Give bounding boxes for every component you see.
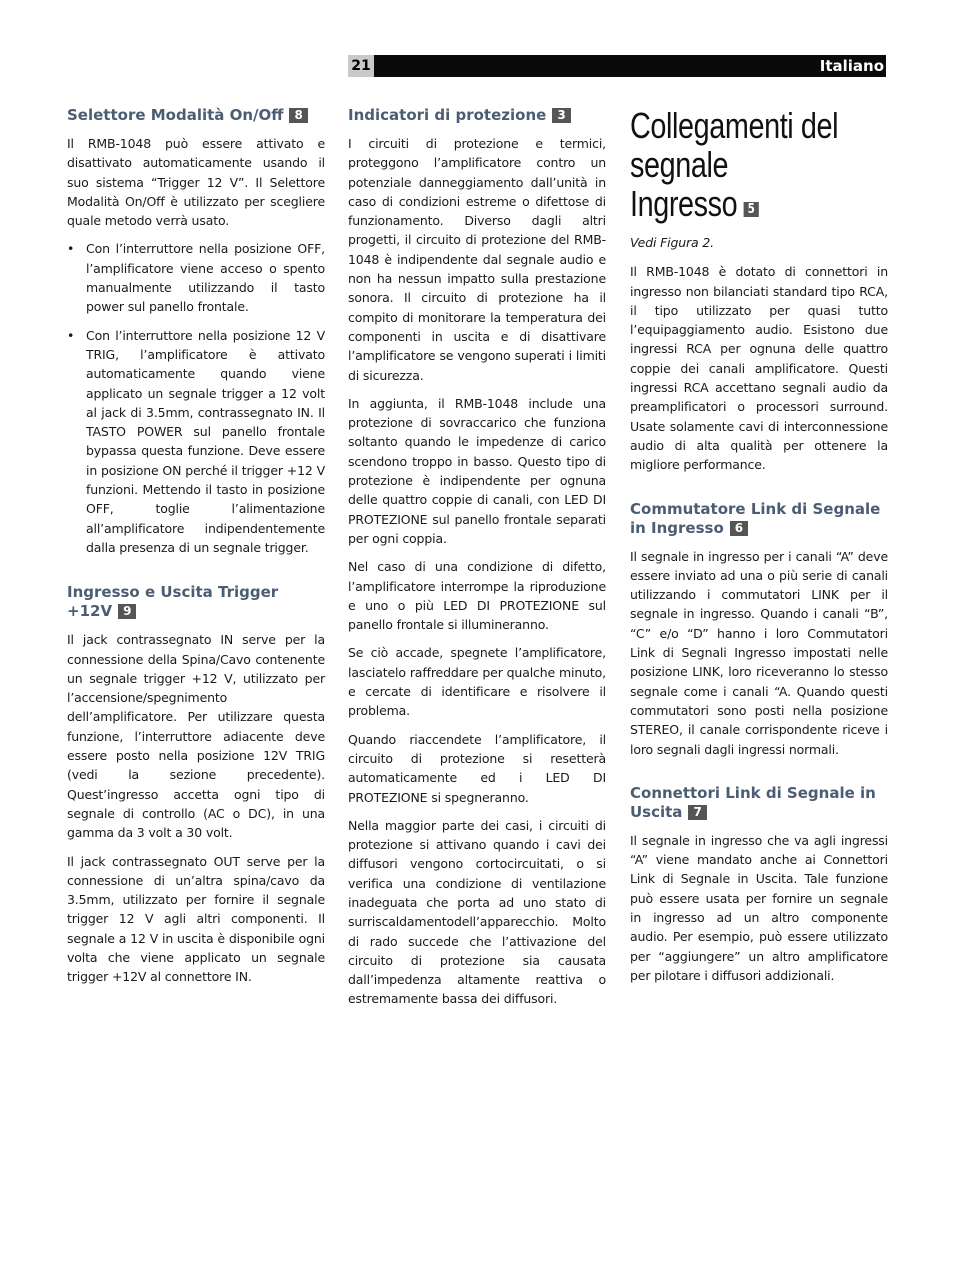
paragraph: Il RMB-1048 è dotato di connettori in ingresso non bilanciati standard tipo RCA, il tipo utilizzato per quasi tutto l’equipaggiamento audio. Esistono due ingressi RCA per ognuna delle quattro coppie dei canali amplificatore. Questi ingressi RCA accettano segnali audio da preamplificatori o processori surround. Usate solamente cavi di interconnessione audio di alta qualità per ottenere la migliore performance. bbox=[630, 264, 888, 473]
paragraph: Nel caso di una condizione di difetto, l’amplificatore interrompe la riproduzione e uno o più LED DI PROTEZIONE sul panello frontale si illumineranno. bbox=[348, 559, 606, 633]
main-heading: Collegamenti del segnale Ingresso 5 bbox=[630, 105, 839, 224]
section-title-output-link: Connettori Link di Segnale in Uscita 7 bbox=[630, 783, 876, 821]
column-middle bbox=[348, 106, 606, 1018]
paragraph: In aggiunta, il RMB-1048 include una protezione di sovraccarico che funziona soltanto quando le impedenze di carico scendono troppo in basso. Questo tipo di protezione è indipendente per ognuna delle quattro coppie di canali, con LED DI PROTEZIONE sul panello frontale separati per ogni coppia. bbox=[348, 395, 606, 546]
ref-badge: 8 bbox=[289, 108, 307, 123]
section-title-mode-selector: Selettore Modalità On/Off 8 bbox=[67, 106, 325, 125]
section-title-input-link: Commutatore Link di Segnale in Ingresso 6 bbox=[630, 499, 881, 537]
paragraph: Il RMB-1048 può essere attivato e disattivato automaticamente usando il suo sistema “Trigger 12 V”. Il Selettore Modalità On/Off è utilizzato per scegliere quale metodo verrà usato. bbox=[67, 136, 325, 229]
bullet-list bbox=[67, 239, 325, 557]
paragraph: Quando riaccendete l’amplificatore, il circuito di protezione si resetterà automaticamente ed i LED DI PROTEZIONE si spegneranno. bbox=[348, 731, 606, 805]
bullet-item: • Con l’interruttore nella posizione 12 V TRIG, l’amplificatore è attivato automaticamente quando viene applicato un segnale trigger a 12 volt al jack di 3.5mm, contrassegnato IN. Il TASTO POWER sul panello frontale bypassa questa funzione. Deve essere in posizione ON perché il trigger +12 V funzioni. Mettendo il tasto in posizione OFF, toglie l’alimentazione all’amplificatore indipendentemente dalla presenza di un segnale trigger. bbox=[67, 326, 325, 558]
section-title-trigger: Ingresso e Uscita Trigger +12V 9 bbox=[67, 583, 279, 621]
paragraph: Il jack contrassegnato OUT serve per la connessione di un’altra spina/cavo da 3.5mm, utilizzato per fornire il segnale trigger 12 V agli altri componenti. Il segnale a 12 V in uscita è disponibile ogni volta che viene applicato un segnale trigger +12V al connettore IN. bbox=[67, 853, 325, 985]
section-title-protection: Indicatori di protezione 3 bbox=[348, 106, 606, 125]
paragraph: Nella maggior parte dei casi, i circuiti di protezione si attivano quando i cavi dei diffusori vengono cortocircuitati, o si verifica una condizione di ventilazione inadeguata che porta ad uno stato di surriscaldamentodell’apparecchio. Molto di rado succede che l’attivazione del circuito di protezione sia causata dall’impedenza altamente reattiva o estremamente bassa dei diffusori. bbox=[348, 817, 606, 1007]
bullet-item: • Con l’interruttore nella posizione OFF, l’amplificatore viene acceso o spento manualmente utilizzando il tasto power sul panello frontale. bbox=[67, 239, 325, 316]
ref-badge: 9 bbox=[118, 604, 136, 619]
column-right bbox=[630, 106, 888, 994]
ref-badge: 5 bbox=[744, 202, 759, 217]
ref-badge: 6 bbox=[730, 521, 748, 536]
paragraph: Il jack contrassegnato IN serve per la connessione della Spina/Cavo contenente un segnale trigger +12 V, utilizzato per l’accensione/spegnimento dell’amplificatore. Per utilizzare questa funzione, l’interruttore adiacente deve essere posto nella posizione 12V TRIG (vedi la sezione precedente). Quest’ingresso accetta ogni tipo di segnale di controllo (AC o DC), in una gamma da 3 volt a 30 volt. bbox=[67, 632, 325, 841]
page-number: 21 bbox=[348, 55, 374, 77]
paragraph: I circuiti di protezione e termici, proteggono l’amplificatore contro un potenziale danneggiamento dall’unità in caso di condizioni estreme o difettose di funzionamento. Diverso dagli altri progetti, il circuito di protezione del RMB-1048 è indipendente dal segnale audio e non ha nessun impatto sulla prestazione sonora. Il circuito di protezione ha il compito di monitorare la temperatura dei componenti in uscita e di disattivare l’amplificatore se vengono superati i limiti di sicurezza. bbox=[348, 136, 606, 383]
ref-badge: 3 bbox=[552, 108, 570, 123]
ref-badge: 7 bbox=[688, 805, 706, 820]
language-label: Italiano bbox=[819, 57, 884, 75]
paragraph: Il segnale in ingresso per i canali “A” deve essere inviato ad una o più serie di canali utilizzando i commutatori LINK per il segnale in ingresso. Quando i canali “B”, “C” e/o “D” hanno i loro Commutatori Link di Segnali Ingresso impostati nelle posizione LINK, loro riceveranno lo stesso segnale come i canali “A. Quando questi commutatori sono posti nella posizione STEREO, il canale corrispondente riceve i loro segnali dagli ingressi normali. bbox=[630, 548, 888, 757]
paragraph: Se ciò accade, spegnete l’amplificatore, lasciatelo raffreddare per qualche minuto, e cercate di identificare e risolvere il problema. bbox=[348, 645, 606, 719]
paragraph: Il segnale in ingresso che va agli ingressi “A” viene mandato anche ai Connettori Link di Segnale in Uscita. Tale funzione può essere usata per fornire un segnale in ingresso ad un altro componente audio. Per esempio, può essere utilizzato per “aggiungere” un altro amplificatore per pilotare i diffusori addizionali. bbox=[630, 832, 888, 983]
column-left bbox=[67, 106, 325, 996]
figure-reference: Vedi Figura 2. bbox=[630, 235, 715, 250]
header-bar bbox=[348, 55, 886, 77]
